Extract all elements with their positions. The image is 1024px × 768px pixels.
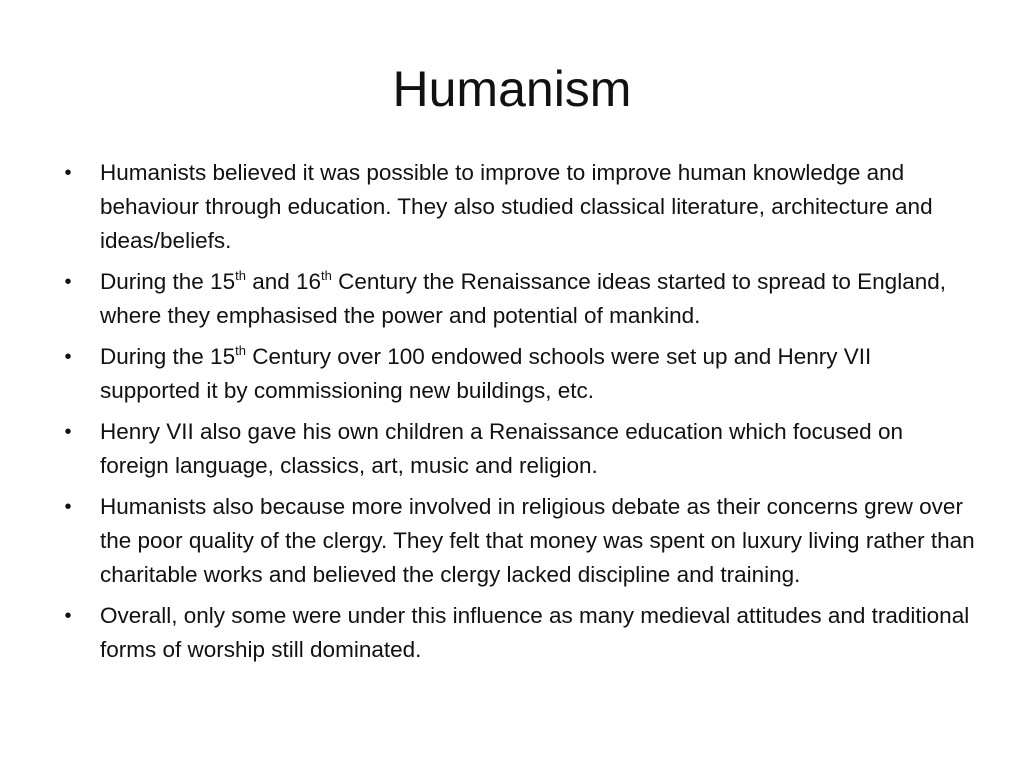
bullet-icon: • [64, 496, 72, 518]
bullet-item [56, 265, 976, 333]
bullet-item [56, 415, 976, 483]
bullet-icon: • [64, 271, 72, 293]
bullet-icon: • [64, 346, 72, 368]
bullet-item [56, 156, 976, 258]
bullet-item [56, 599, 976, 667]
bullet-item [56, 490, 976, 592]
superscript: th [321, 267, 332, 283]
bullet-text-part: During the 15 [100, 269, 236, 294]
bullet-text: Humanists also because more involved in religious debate as their concerns grew over the poor quality of the clergy. They felt that money was spent on luxury living rather than charitable works and believed the clergy lacked discipline and training. [100, 494, 975, 587]
bullet-icon: • [64, 421, 72, 443]
bullet-text-part: and 16 [245, 269, 322, 294]
bullet-text: Overall, only some were under this influence as many medieval attitudes and traditional forms of worship still dominated. [100, 603, 970, 662]
bullet-text-part: Century the Renaissance ideas started to spread to England, where they emphasised the power and potential of mankind. [100, 269, 946, 328]
bullet-icon: • [64, 605, 72, 627]
bullet-icon: • [64, 162, 72, 184]
bullet-text-part: Century over 100 endowed schools were set up and Henry VII supported it by commissioning new buildings, etc. [100, 344, 872, 403]
bullet-text-part: During the 15 [100, 344, 236, 369]
bullet-text: Humanists believed it was possible to improve to improve human knowledge and behaviour through education. They also studied classical literature, architecture and ideas/beliefs. [100, 160, 933, 253]
bullet-list [56, 156, 976, 674]
bullet-text [100, 269, 946, 328]
superscript: th [235, 267, 246, 283]
bullet-item [56, 340, 976, 408]
bullet-text [100, 344, 871, 403]
superscript: th [235, 342, 246, 358]
slide-title: Humanism [392, 61, 632, 117]
bullet-text: Henry VII also gave his own children a Renaissance education which focused on foreign language, classics, art, music and religion. [100, 419, 903, 478]
